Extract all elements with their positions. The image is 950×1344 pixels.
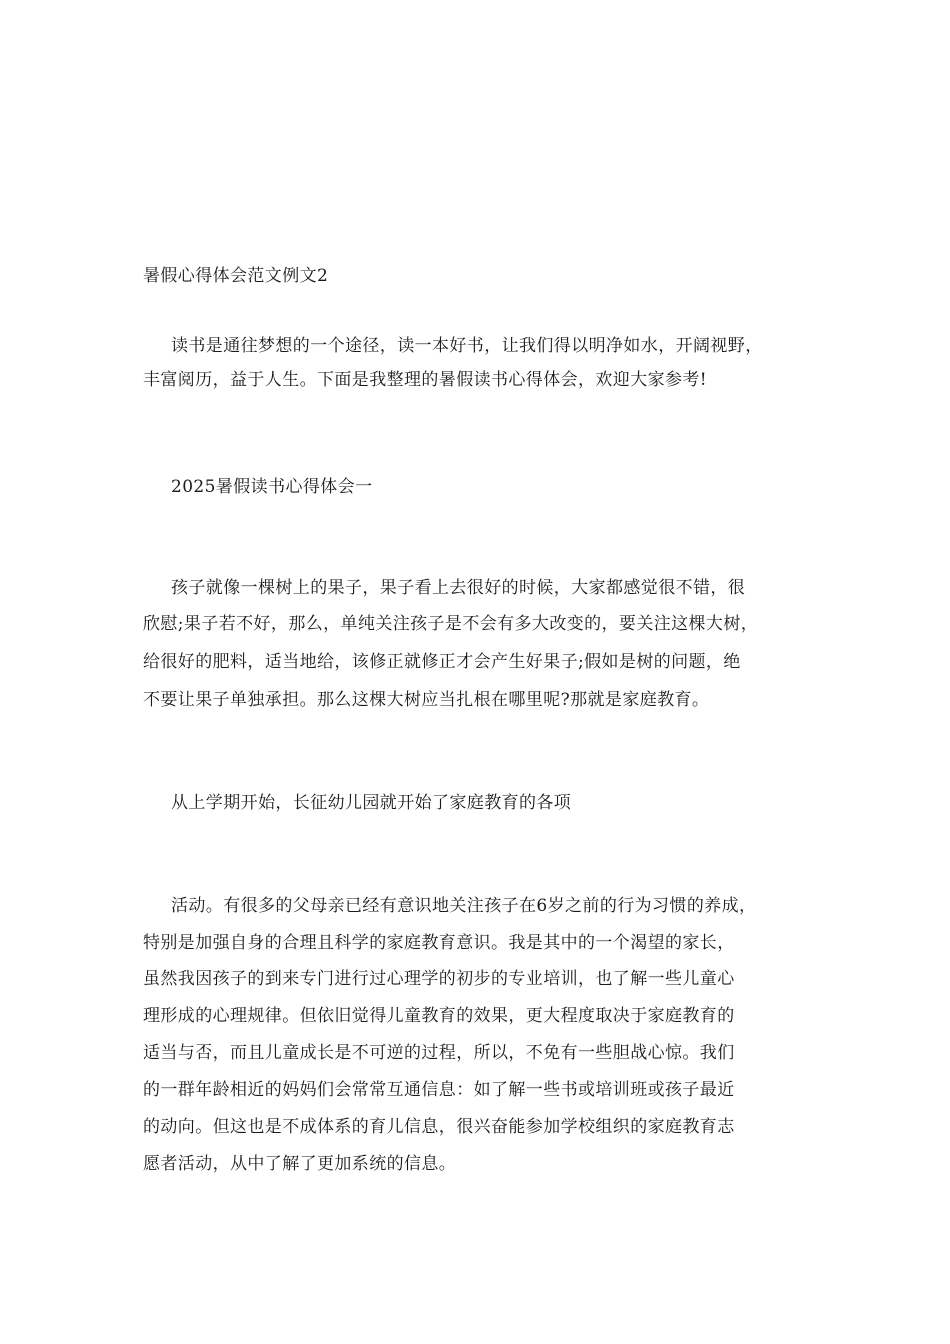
paragraph3-line-8: 愿者活动，从中了解了更加系统的信息。 — [143, 1154, 457, 1174]
intro-line-1: 读书是通往梦想的一个途径，读一本好书，让我们得以明净如水，开阔视野， — [171, 336, 763, 356]
paragraph3-line-6: 的一群年龄相近的妈妈们会常常互通信息：如了解一些书或培训班或孩子最近 — [143, 1080, 735, 1100]
paragraph1-line-1: 孩子就像一棵树上的果子，果子看上去很好的时候，大家都感觉很不错，很 — [171, 578, 746, 598]
paragraph3-line-2: 特别是加强自身的合理且科学的家庭教育意识。我是其中的一个渴望的家长， — [143, 933, 735, 953]
paragraph1-line-4: 不要让果子单独承担。那么这棵大树应当扎根在哪里呢?那就是家庭教育。 — [143, 690, 710, 710]
intro-line-2: 丰富阅历，益于人生。下面是我整理的暑假读书心得体会，欢迎大家参考! — [143, 370, 708, 390]
paragraph3-line-4: 理形成的心理规律。但依旧觉得儿童教育的效果，更大程度取决于家庭教育的 — [143, 1006, 735, 1026]
paragraph2-line-1: 从上学期开始，长征幼儿园就开始了家庭教育的各项 — [171, 793, 572, 813]
paragraph1-line-3: 给很好的肥料，适当地给，该修正就修正才会产生好果子;假如是树的问题，绝 — [143, 652, 741, 672]
paragraph3-line-3: 虽然我因孩子的到来专门进行过心理学的初步的专业培训，也了解一些儿童心 — [143, 969, 735, 989]
paragraph1-line-2: 欣慰;果子若不好，那么，单纯关注孩子是不会有多大改变的，要关注这棵大树， — [143, 614, 759, 634]
paragraph3-line-1: 活动。有很多的父母亲已经有意识地关注孩子在6岁之前的行为习惯的养成， — [171, 896, 757, 916]
document-title: 暑假心得体会范文例文2 — [143, 266, 329, 286]
paragraph3-line-7: 的动向。但这也是不成体系的育儿信息，很兴奋能参加学校组织的家庭教育志 — [143, 1117, 735, 1137]
section-heading: 2025暑假读书心得体会一 — [171, 477, 373, 497]
paragraph3-line-5: 适当与否，而且儿童成长是不可逆的过程，所以，不免有一些胆战心惊。我们 — [143, 1043, 735, 1063]
